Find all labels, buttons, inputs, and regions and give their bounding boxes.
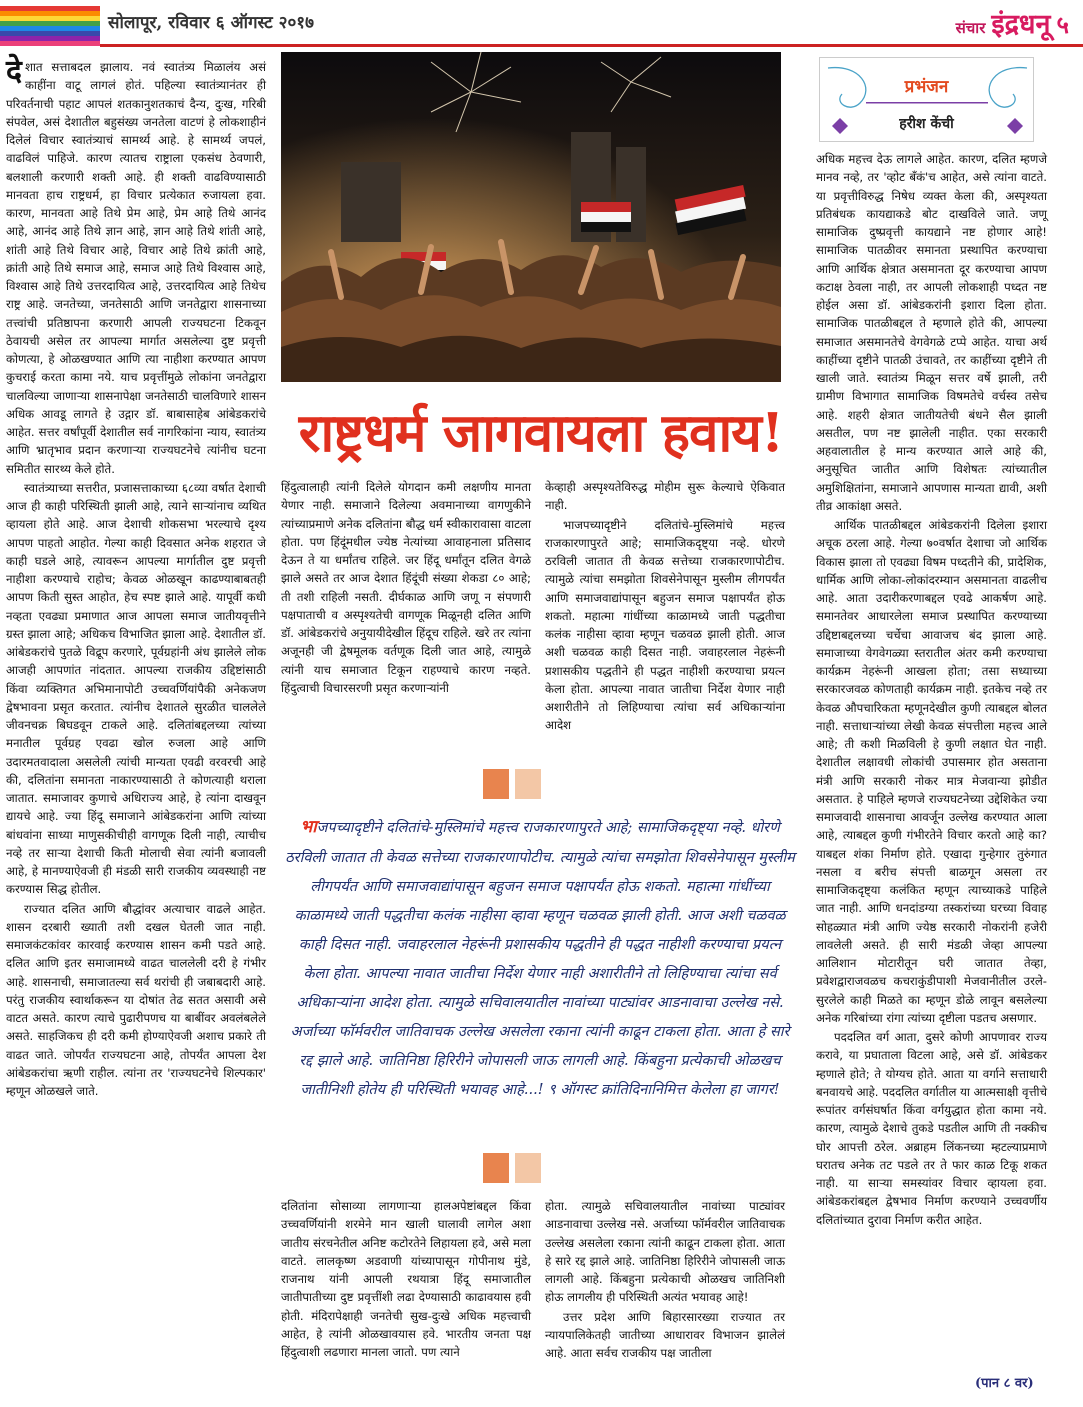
right-paragraph-1: अधिक महत्त्व देऊ लागले आहेत. कारण, दलित म्हणजे मानव नव्हे, तर 'व्होट बँकं'च आहेत, असे त्यांना वाटते. या प्रवृत्तीविरुद्ध निषेध व्यक्त केला की, अस्पृश्यता प्रतिबंधक कायद्याकडे बोट दाखविले जाते. जणू सामाजिक दुष्प्रवृत्ती कायद्याने नष्ट होणार आहे! सामाजिक पातळीवर समानता प्रस्थापित करण्याचा आणि आर्थिक क्षेत्रात असमानता दूर करण्याचा आपण कटाक्ष ठेवला नाही, तर आपली लोकशाही पध्दत नष्ट होईल असा डॉ. आंबेडकरांनी इशारा दिला होता. सामाजिक पातळीबद्दल ते म्हणाले होते की, आपल्या समाजात असमानतेचे वेगवेगळे टप्पे आहेत. याचा अर्थ काहींच्या दृष्टीने पातळी उंचावते, तर काहींच्या दृष्टीने ती खाली जाते. स्वातंत्र्य मिळून सत्तर वर्षे झाली, तरी ग्रामीण विभागात सामाजिक विषमतेचे वर्चस्व तसेच आहे. शहरी क्षेत्रात जातीयतेची बंधने सैल झाली असतील, पण नष्ट झालेली नाहीत. एका सरकारी अहवालातील हे मान्य करण्यात आले आहे की, अनुसूचित जातीत आणि विशेषतः त्यांच्यातील अमुशिक्षितांना, समाजाने आपणास मान्यता द्यावी, अशी तीव्र आकांक्षा असते. — [816, 152, 1047, 513]
mid-right-top-paragraph-2: भाजपच्यादृष्टीने दलितांचे-मुस्लिमांचे महत्त्व राजकारणापुरते आहे; सामाजिकदृष्ट्या नव्हे. धोरणे ठरविली जातात ती केवळ सत्तेच्या राजकारणापोटीच. त्यामुळे त्यांचा समझोता शिवसेनेपासून मुस्लीम लीगपर्यंत आणि समाजवाद्यांपासून बहुजन समाज पक्षापर्यंत होऊ शकतो. महात्मा गांधींच्या काळामध्ये जाती पद्धतीचा कलंक नाहीसा व्हावा म्हणून चळवळ झाली होती. आज अशी चळवळ काही दिसत नाही. जवाहरलाल नेहरूंनी प्रशासकीय पद्धतीने ही पद्धत नाहीशी करण्याचा प्रयत्न केला होता. आपल्या नावात जातीचा निर्देश येणार नाही अशारीतीने तो लिहिण्याचा त्यांचा सर्व अधिकाऱ्यांना आदेश — [545, 517, 785, 733]
brand-logo — [956, 4, 1069, 41]
mid-left-bottom-paragraph: दलितांना सोसाव्या लागणाऱ्या हालअपेष्टांबद्दल किंवा उच्चवर्णियांनी शरमेने मान खाली घालावी लागेल अशा जातीय संरचनेतील अनिष्ट कटोरतेने लिहायला हवे, असे मला वाटते. लालकृष्ण अडवाणी यांच्यापासून गोपीनाथ मुंडे, राजनाथ यांनी आपली रथयात्रा हिंदू समाजातील जातीपातीच्या दुष्ट प्रवृत्तींशी लढा देण्यासाठी काढावयास हवी होती. मंदिरापेक्षाही जनतेची सुख-दुःखे अधिक महत्त्वाची आहेत, हे त्यांनी ओळखावयास हवे. भारतीय जनता पक्ष हिंदुत्वाशी लढणारा मानला जातो. पण त्याने — [281, 1199, 531, 1359]
mid-right-top-paragraph-1: केव्हाही अस्पृश्यतेविरुद्ध मोहीम सुरू केल्याचे ऐकिवात नाही. — [545, 480, 785, 513]
middle-left-top-column — [281, 478, 531, 698]
column-label: प्रभंजन — [904, 77, 949, 97]
left-paragraph-1: देशात सत्ताबदल झालाय. नवं स्वातंत्र्य मिळालंय असं काहींना वाटू लागलं होतं. पहिल्या स्वातंत्र्यानंतर ही परिवर्तनाची पहाट आपलं शतकानुशतकाचं दैन्य, दुःख, गरिबी संपवेल, असं देशातील बहुसंख्य जनतेला वाटणं हे लोकशाहीनं दिलेलं विचार स्वातंत्र्याचं सामर्थ्य आहे. हे सामर्थ्य जपलं, वाढविलं पाहिजे. कारण त्यातच राष्ट्राला एकसंध ठेवणारी, बलशाली करणारी शक्ती आहे. ही शक्ती वाढविण्यासाठी मानवता हाच राष्ट्रधर्म, हा विचार प्रत्येकात रुजायला हवा. कारण, मानवता आहे तिथे प्रेम आहे, प्रेम आहे तिथे आनंद आहे, आनंद आहे तिथे ज्ञान आहे, ज्ञान आहे तिथे शांती आहे, शांती आहे तिथे विचार आहे, विचार आहे तिथे क्रांती आहे, क्रांती आहे तिथे समाज आहे, समाज आहे तिथे विश्वास आहे, विश्वास आहे तिथे उत्तरदायित्व आहे, उत्तरदायित्व आहे तिथेच राष्ट्र आहे. जनतेच्या, जनतेसाठी आणि जनतेद्वारा शासनाच्या तत्त्वांची प्रतिष्ठापना करणारी आपली राज्यघटना टिकवून ठेवायची असेल तर आपल्या मार्गात असलेल्या दुष्ट प्रवृत्ती कोणत्या, हे ओळखण्यात आणि त्या नाहीशा करण्यात आपण कुचराई करता कामा नये. याच प्रवृत्तींमुळे लोकांना जनतेद्वारा चालविल्या जाणाऱ्या शासनापेक्षा जनतेसाठी चालविणारे शासन अधिक आवडू लागते हे उद्गार डॉ. बाबासाहेब आंबेडकरांचे आहेत. सत्तर वर्षांपूर्वी देशातील सर्व नागरिकांना न्याय, स्वातंत्र्य आणि भ्रातृभाव प्रदान करणाऱ्या राज्यघटनेचे त्यांनीच घटना समितीत सारथ्य केले होते. — [6, 54, 266, 476]
left-column — [6, 54, 266, 1101]
pull-quote-text: जपच्यादृष्टीने दलितांचे-मुस्लिमांचे महत्त्व राजकारणापुरते आहे; सामाजिकदृष्ट्या नव्हे. धोरणे ठरविली जातात ती केवळ सत्तेच्या राजकारणापोटीच. त्यामुळे त्यांचा समझोता शिवसेनेपासून मुस्लीम लीगपर्यंत आणि समाजवाद्यांपासून बहुजन समाज पक्षापर्यंत होऊ शकतो. महात्मा गांधींच्या काळामध्ये जाती पद्धतीचा कलंक नाहीसा व्हावा म्हणून चळवळ झाली होती. आज अशी चळवळ काही दिसत नाही. जवाहरलाल नेहरूंनी प्रशासकीय पद्धतीने ही पद्धत नाहीशी करण्याचा प्रयत्न केला होता. आपल्या नावात जातीचा निर्देश येणार नाही अशारीतीने तो लिहिण्याचा त्यांचा सर्व अधिकाऱ्यांना आदेश होता. त्यामुळे सचिवालयातील नावांच्या पाट्यांवर आडनावाचा उल्लेख नसे. अर्जाच्या फॉर्मवरील जातिवाचक उल्लेख असलेला रकाना त्यांनी काढून टाकला होता. आता हे सारे रद्द झाले आहे. जातिनिष्ठा हिरिरीने जोपासली जाऊ लागली आहे. किंबहुना प्रत्येकाची ओळखच जातीनिशी होतेय ही परिस्थिती भयावह आहे...! ९ ऑगस्ट क्रांतिदिनानिमित्त केलेला हा जागर! — [285, 820, 795, 1098]
middle-left-bottom-column — [281, 1197, 531, 1362]
brand-name: इंद्रधनू — [991, 9, 1051, 40]
decor-block — [483, 769, 509, 799]
dropcap: दे — [6, 54, 22, 89]
author-name: हरीश केंची — [899, 116, 954, 132]
decor-blocks-top — [483, 769, 541, 799]
rainbow-stripes-graphic — [0, 6, 100, 46]
header-rule — [100, 44, 1083, 47]
article-headline: राष्ट्रधर्म जागवायला हवाय! — [298, 402, 784, 464]
decor-block — [483, 1153, 509, 1183]
right-paragraph-3: पददलित वर्ग आता, दुसरे कोणी आपणावर राज्य करावे, या प्रघाताला विटला आहे, असे डॉ. आंबेडकर म्हणाले होते; ते योग्यच होते. आता या वर्गाने सत्ताधारी बनवायचे आहे. पददलित वर्गातील या आत्मसाक्षी वृत्तीचे रूपांतर वर्गसंघर्षात किंवा वर्गयुद्धात होता कामा नये. कारण, त्यामुळे देशाचे तुकडे पडतील आणि ती नक्कीच घोर आपत्ती ठरेल. अब्राहम लिंकनच्या म्हटल्याप्रमाणे घरातच अनेक तट पडले तर ते फार काळ टिकू शकत नाही. या साऱ्या समस्यांवर विचार व्हायला हवा. आंबेडकरांबद्दल द्वेषभाव निर्माण करण्याने उच्चवर्णीय दलितांच्यात दुरावा निर्माण करीत आहेत. — [816, 1030, 1047, 1227]
decor-block — [515, 769, 541, 799]
mid-right-bottom-paragraph-1: होता. त्यामुळे सचिवालयातील नावांच्या पाट्यांवर आडनावाचा उल्लेख नसे. अर्जाच्या फॉर्मवरील जातिवाचक उल्लेख असलेला रकाना त्यांनी काढून टाकला होता. आता हे सारे रद्द झाले आहे. जातिनिष्ठा हिरिरीने जोपासली जाऊ लागली आहे. किंबहुना प्रत्येकाची ओळखच जातिनिशी होऊ लागलीय ही परिस्थिती अत्यंत भयावह आहे! — [545, 1199, 785, 1305]
brand-small: संचार — [955, 19, 986, 37]
left-paragraph-2: स्वातंत्र्याच्या सत्तरीत, प्रजासत्ताकाच्या ६८व्या वर्षात देशाची आज ही काही परिस्थिती झाली आहे, त्याने साऱ्यांनाच व्यथित व्हायला होते आहे. आज देशाची शोकसभा भरल्याचे दृश्य आपण पाहतो आहोत. गेल्या काही दिवसात अनेक शहरात जे काही घडले आहे, त्यावरून आपल्या मार्गातील दुष्ट प्रवृत्ती नाहीशा करण्याचे राहोच; केवळ ओळखून काढण्याबाबतही आपण किती सुस्त आहोत, हेच स्पष्ट झाले आहे. यापूर्वी कधी नव्हता एवढ्या प्रमाणात आज आपला समाज जातीयवृत्तीने ग्रस्त झाला आहे; अधिकच विभाजित झाला आहे. देशातील डॉ. आंबेडकरांचे पुतळे विद्रूप करणारे, पूर्वग्रहांनी अंध झालेले लोक आजही आपणांत नांदतात. आपल्या राजकीय उद्दिष्टांसाठी किंवा व्यक्तिगत अभिमानापोटी उच्चवर्णियांपैकी अनेकजण द्वेषभावना प्रसृत करतात. त्यांनीच देशातले सुरळीत चाललेले जीवनचक्र बिघडवून टाकले आहे. दलितांबद्दलच्या त्यांच्या मनातील पूर्वग्रह एवढा खोल रुजला आहे आणि उदारमतवादाला असलेली त्यांची मान्यता एवढी वरवरची आहे की, दलितांना समानता नाकारण्यासाठी ते कोणत्याही थराला जातात. समाजावर कुणाचे अधिराज्य आहे, हे त्यांना दाखवून द्यायचे आहे. ज्या हिंदू समाजाने आंबेडकरांना आणि त्यांच्या बांधवांना साध्या माणुसकीचीही वागणूक दिली नाही, त्याचीच नव्हे तर साऱ्या देशाची किती मोलाची सेवा त्यांनी बजावली आहे, हे मानण्याऐवजी ही मंडळी सारी राजकीय व्यवस्थाही नष्ट करण्यास सिद्ध होतील. — [6, 480, 266, 897]
middle-right-top-column — [545, 478, 785, 736]
left-paragraph-3: राज्यात दलित आणि बौद्धांवर अत्याचार वाढले आहेत. शासन दरबारी ख्याती तशी दखल घेतली जात नाही. समाजकंटकांवर कारवाई करण्यास शासन कमी पडते आहे. दलित आणि इतर समाजामध्ये वाढत चाललेली दरी हे गंभीर आहे. शासनाची, समाजातल्या सर्व थरांची ही जबाबदारी आहे. परंतु राजकीय स्वार्थाकरून या दोषांत तेढ सतत असावी असे वाटत असते. कारण त्याचे पुढारीपणच या बाबींवर अवलंबलेले असते. साहजिकच ही दरी कमी होण्याऐवजी अशाच प्रकारे ती वाढत जाते. जोपर्यंत राज्यघटना आहे, तोपर्यंत आपला देश आंबेडकरांचा ऋणी राहील. त्यांना तर 'राज्यघटनेचे शिल्पकार' म्हणून ओळखले जाते. — [6, 901, 266, 1098]
decor-block — [515, 1153, 541, 1183]
pull-quote-dropcap: भा — [300, 817, 317, 837]
mid-left-top-paragraph: हिंदुत्वालाही त्यांनी दिलेले योगदान कमी लक्षणीय मानता येणार नाही. समाजाने दिलेल्या अवमानाच्या वागणुकीने त्यांच्याप्रमाणे अनेक दलितांना बौद्ध धर्म स्वीकारावासा वाटला होता. पण हिंदूंमधील ज्येष्ठ नेत्यांच्या आवाहनाला प्रतिसाद देऊन ते या धर्मांतच राहिले. जर हिंदू धर्मांतून दलित वेगळे झाले असते तर आज देशात हिंदूंची संख्या शेकडा ८० आहे; ती तशी राहिली नसती. दीर्घकाळ आणि जणू न संपणारी पक्षपाताची व अस्पृश्यतेची वागणूक मिळूनही दलित आणि डॉ. आंबेडकरांचे अनुयायीदेखील हिंदूच राहिले. खरे तर त्यांना अजूनही जी द्वेषमूलक वर्तणूक दिली जात आहे, त्यामुळे त्यांनी याच समाजात टिकून राहण्याचे कारण नव्हते. हिंदुत्वाची विचारसरणी प्रसृत करणाऱ्यांनी — [281, 480, 531, 695]
mid-right-bottom-paragraph-2: उत्तर प्रदेश आणि बिहारसारख्या राज्यात तर न्यायपालिकेतही जातीच्या आधारावर विभाजन झालेलं आहे. आता सर्वच राजकीय पक्ष जातीला — [545, 1309, 785, 1360]
photo-illustration — [281, 52, 781, 382]
crowd-celebration-photo — [281, 52, 781, 382]
middle-right-bottom-column — [545, 1197, 785, 1363]
continued-reference: (पान ८ वर) — [975, 1376, 1034, 1391]
right-column — [816, 150, 1047, 1230]
page-number: ५ — [1056, 10, 1069, 39]
decor-blocks-bottom — [483, 1153, 541, 1183]
pull-quote — [285, 810, 795, 1105]
right-paragraph-2: आर्थिक पातळीबद्दल आंबेडकरांनी दिलेला इशारा अचूक ठरला आहे. गेल्या ७०वर्षात देशाचा जो आर्थिक विकास झाला तो एवढ्या विषम पध्दतीने की, प्रादेशिक, धार्मिक आणि लोका-लोकांदरम्यान असमानता वाढलीच आहे. आता उदारीकरणाबद्दल एवढे आकर्षण आहे. समानतेवर आधारलेला समाज प्रस्थापित करण्याच्या उद्दिष्टाबद्दलच्या चर्चेचा आवाजच बंद झाला आहे. समाजाच्या वेगवेगळ्या स्तरातील अंतर कमी करण्याचा कार्यक्रम नेहरूंनी आखला होता; तसा सध्याच्या सरकारजवळ कोणताही कार्यक्रम नाही. इतकेच नव्हे तर केवळ औपचारिकता म्हणूनदेखील कुणी त्याबद्दल बोलत नाही. सत्ताधाऱ्यांच्या लेखी केवळ संपत्तीला महत्त्व आले आहे; ती कशी मिळविली हे कुणी लक्षात घेत नाही. देशातील लक्षावधी लोकांची उपासमार होत असताना मंत्री आणि सरकारी नोकर मात्र मेजवान्या झोडीत असतात. हे पाहिले म्हणजे राज्यघटनेच्या उद्देशिकेत ज्या समाजवादी शासनाचा आवर्जून उल्लेख करण्यात आला आहे, त्याबद्दल कुणी गंभीरतेने विचार करतो आहे का? याबद्दल शंका निर्माण होते. एखादा गुन्हेगार तुरुंगात नसला व बरीच संपत्ती बाळगून असला तर सामाजिकदृष्ट्या कलंकित म्हणून त्याच्याकडे पाहिले जात नाही. आणि धनदांडग्या तस्करांच्या घरच्या विवाह सोहळ्यात मंत्री आणि ज्येष्ठ सरकारी नोकरांनी हजेरी लावलेली असते. ही सारी मंडळी जेव्हा आपल्या आलिशान मोटारीतून घरी जातात तेव्हा, प्रवेशद्वाराजवळच कचराकुंडीपाशी मेजवानीतील उरले-सुरलेले काही मिळते का म्हणून डोळे लावून बसलेल्या अनेक गरिबांच्या रांगा त्यांच्या दृष्टीला पडतच असणार. — [816, 518, 1047, 1025]
date-line: सोलापूर, रविवार ६ ऑगस्ट २०१७ — [108, 13, 314, 33]
column-label-box — [819, 57, 1034, 142]
page-header — [0, 0, 1083, 50]
